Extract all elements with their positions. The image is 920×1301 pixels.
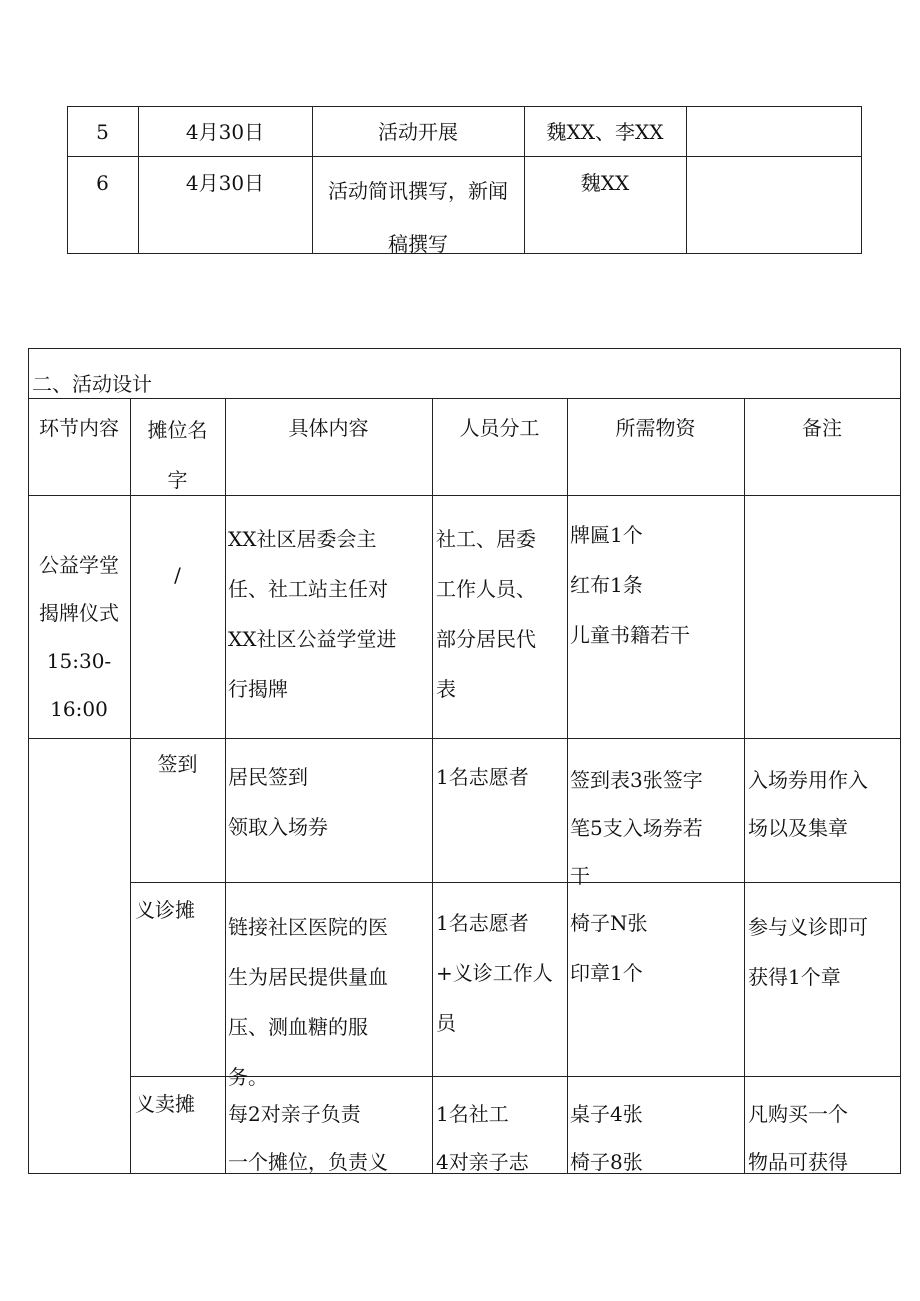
cell-booth: 义诊摊 [135, 898, 195, 922]
table-rule [567, 398, 568, 1174]
table-rule [686, 106, 687, 254]
header-content: 具体内容 [288, 416, 369, 440]
table-rule [130, 882, 901, 883]
cell-materials: 签到表3张签字 笔5支入场券若 干 [570, 768, 703, 888]
cell-segment: 公益学堂 揭牌仪式 15:30- 16:00 [39, 553, 119, 721]
cell-content: 链接社区医院的医 生为居民提供量血 压、测血糖的服 务。 [228, 915, 388, 1089]
cell-materials: 椅子N张 印章1个 [570, 911, 648, 985]
cell-staff: 1名志愿者 [436, 765, 529, 789]
row-person: 魏XX、李XX [546, 120, 664, 144]
row-task-cont: 稿撰写 [388, 232, 448, 256]
row-task: 活动开展 [378, 120, 458, 144]
row-date: 4月30日 [185, 171, 265, 195]
cell-content: XX社区居委会主 任、社工站主任对 XX社区公益学堂进 行揭牌 [228, 527, 397, 701]
table-rule [900, 348, 901, 1174]
cell-materials: 牌匾1个 红布1条 儿童书籍若干 [570, 523, 690, 647]
section-title: 二、活动设计 [32, 372, 152, 396]
cell-content: 居民签到 领取入场券 [228, 765, 328, 839]
cell-staff: 1名社工 4对亲子志 [436, 1102, 529, 1174]
cell-remarks: 入场券用作入 场以及集章 [748, 768, 868, 840]
table-rule [225, 398, 226, 1174]
cell-booth: / [174, 563, 181, 587]
row-person: 魏XX [580, 171, 630, 195]
cell-staff: 社工、居委 工作人员、 部分居民代 表 [436, 527, 536, 701]
cell-content: 每2对亲子负责 一个摊位，负责义 [228, 1102, 388, 1174]
table-rule [744, 398, 745, 1174]
cell-staff: 1名志愿者 +义诊工作人 员 [436, 911, 553, 1035]
cell-materials: 桌子4张 椅子8张 [570, 1102, 643, 1174]
row-number: 5 [96, 120, 109, 144]
table-rule [67, 106, 862, 107]
header-materials: 所需物资 [615, 416, 696, 440]
table-rule [861, 106, 862, 254]
row-date: 4月30日 [185, 120, 265, 144]
header-booth: 摊位名 [147, 418, 208, 442]
cell-booth: 义卖摊 [135, 1092, 195, 1116]
header-remarks: 备注 [802, 416, 842, 440]
table-rule [28, 495, 901, 496]
table-rule [28, 738, 901, 739]
table-rule [67, 156, 862, 157]
cell-booth: 签到 [157, 752, 198, 776]
table-rule [432, 398, 433, 1174]
header-booth-cont: 字 [167, 468, 188, 492]
table-rule [28, 398, 901, 399]
row-number: 6 [96, 171, 109, 195]
cell-remarks: 参与义诊即可 获得1个章 [748, 915, 868, 989]
header-segment: 环节内容 [39, 416, 119, 440]
table-rule [28, 348, 901, 349]
cell-remarks: 凡购买一个 物品可获得 [748, 1102, 848, 1174]
header-staff: 人员分工 [459, 416, 540, 440]
table-rule [130, 398, 131, 1174]
row-task: 活动简讯撰写，新闻 [328, 179, 508, 203]
table-rule [28, 348, 29, 1174]
